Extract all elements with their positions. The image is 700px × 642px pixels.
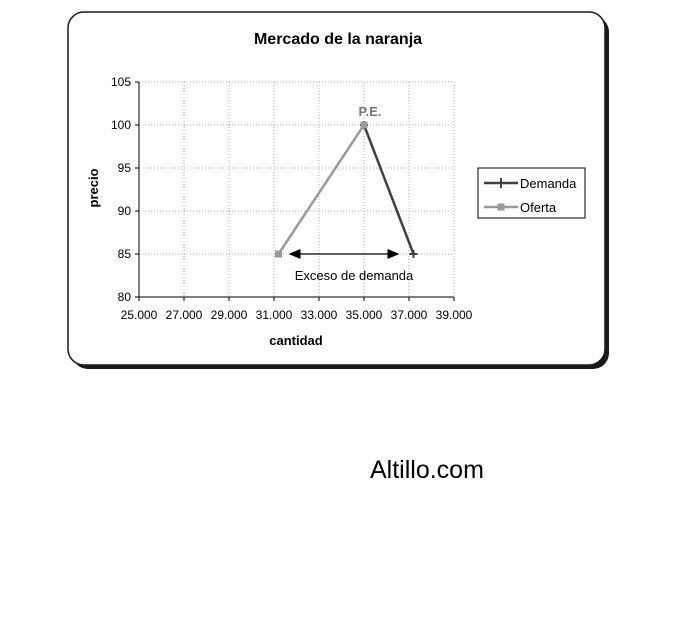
chart-title: Mercado de la naranja	[253, 31, 423, 48]
x-tick-label: 29.000	[210, 308, 248, 322]
excess-demand-label: Exceso de demanda	[294, 268, 414, 283]
legend-label: Demanda	[520, 176, 577, 191]
y-tick-label: 80	[117, 290, 131, 304]
equilibrium-label: P.E.	[358, 104, 382, 119]
y-tick-label: 100	[110, 118, 131, 132]
legend-label: Oferta	[520, 200, 557, 215]
legend-swatch-marker	[498, 204, 505, 211]
y-tick-label: 105	[110, 75, 131, 89]
x-tick-label: 31.000	[255, 308, 293, 322]
x-tick-label: 27.000	[165, 308, 203, 322]
data-point-oferta	[361, 122, 368, 129]
y-tick-label: 90	[117, 204, 131, 218]
x-tick-label: 37.000	[390, 308, 428, 322]
x-tick-label: 35.000	[345, 308, 383, 322]
y-tick-label: 85	[117, 247, 131, 261]
y-tick-label: 95	[117, 161, 131, 175]
watermark-text: Altillo.com	[370, 456, 484, 484]
data-point-oferta	[275, 251, 282, 258]
x-tick-label: 39.000	[435, 308, 473, 322]
x-tick-label: 25.000	[120, 308, 158, 322]
x-axis-label: cantidad	[269, 333, 323, 348]
plot-area	[139, 82, 454, 297]
x-tick-label: 33.000	[300, 308, 338, 322]
legend	[478, 168, 585, 218]
y-axis-label: precio	[86, 168, 101, 208]
